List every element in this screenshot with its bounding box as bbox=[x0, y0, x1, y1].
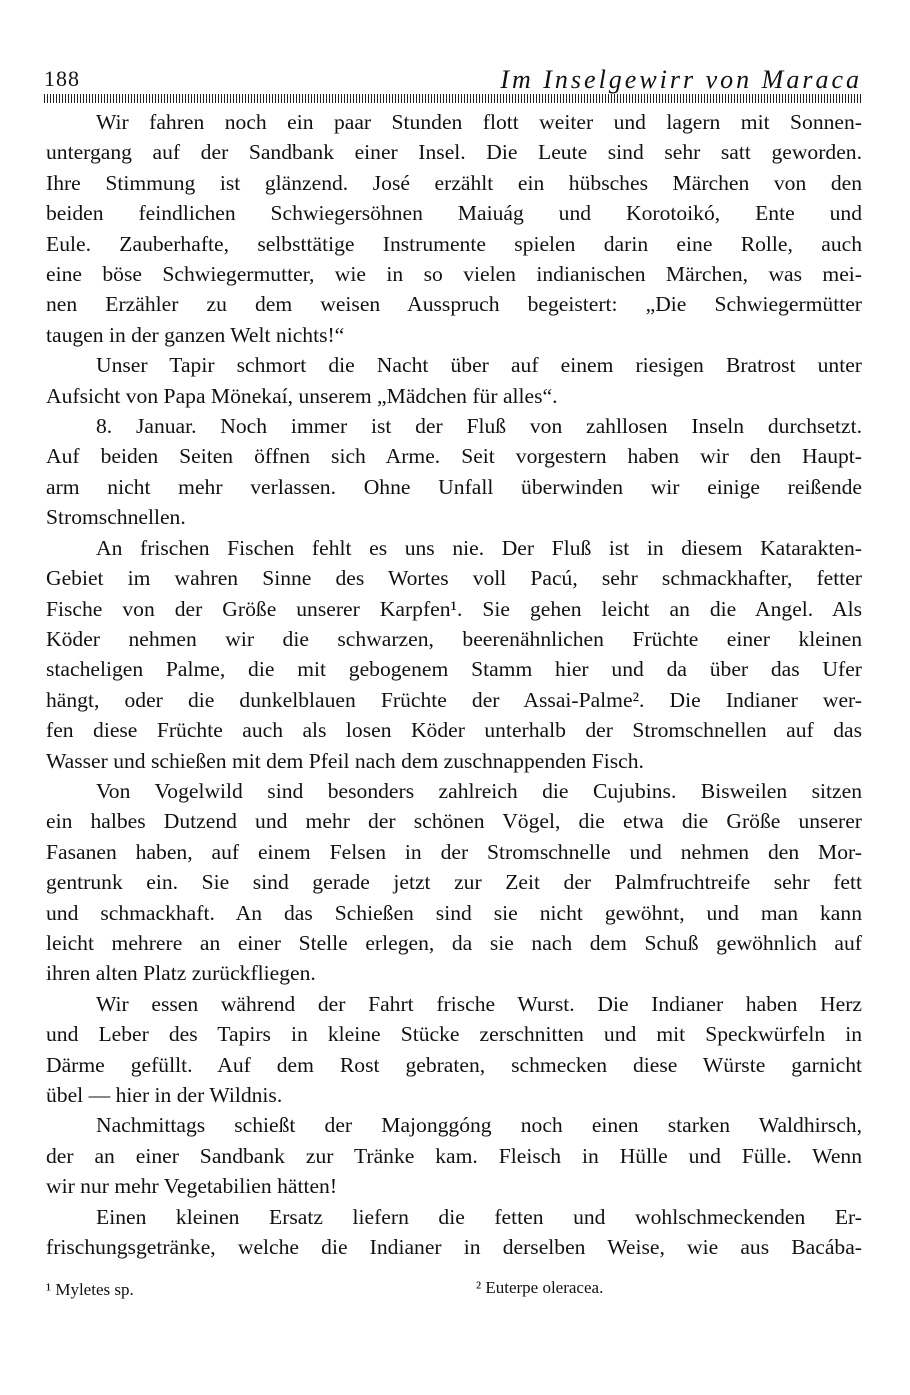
text-line: An frischen Fischen fehlt es uns nie. Der Fluß ist in diesem Katarakten- bbox=[96, 535, 862, 560]
text-line: Fasanen haben, auf einem Felsen in der Stromschnelle und nehmen den Mor- bbox=[46, 839, 862, 864]
page-number: 188 bbox=[44, 66, 80, 91]
paragraph bbox=[46, 776, 862, 989]
text-line: Stromschnellen. bbox=[46, 505, 186, 530]
text-line: frischungsgetränke, welche die Indianer in derselben Weise, wie aus Bacába- bbox=[46, 1235, 862, 1260]
text-line: Gebiet im wahren Sinne des Wortes voll Pacú, sehr schmackhafter, fetter bbox=[46, 566, 862, 591]
text-line: Aufsicht von Papa Mönekaí, unserem „Mädchen für alles“. bbox=[46, 383, 558, 408]
paragraph bbox=[46, 1202, 862, 1263]
text-line: Fische von der Größe unserer Karpfen¹. Sie gehen leicht an die Angel. Als bbox=[46, 596, 862, 621]
paragraph bbox=[46, 989, 862, 1111]
text-line: hängt, oder die dunkelblauen Früchte der Assai-Palme². Die Indianer wer- bbox=[46, 687, 862, 712]
footnote-2: ² Euterpe oleracea. bbox=[476, 1278, 604, 1297]
text-line: ihren alten Platz zurückfliegen. bbox=[46, 961, 316, 986]
text-line: Nachmittags schießt der Majonggóng noch einen starken Waldhirsch, bbox=[96, 1113, 862, 1138]
text-line: Köder nehmen wir die schwarzen, beerenähnlichen Früchte einer kleinen bbox=[46, 626, 862, 651]
text-line: eine böse Schwiegermutter, wie in so vielen indianischen Märchen, was mei- bbox=[46, 262, 862, 287]
paragraph bbox=[46, 350, 862, 411]
text-line: Unser Tapir schmort die Nacht über auf einem riesigen Bratrost unter bbox=[96, 353, 862, 378]
text-line: übel — hier in der Wildnis. bbox=[46, 1083, 283, 1107]
paragraph bbox=[46, 1110, 862, 1201]
text-line: Eule. Zauberhafte, selbsttätige Instrumente spielen darin eine Rolle, auch bbox=[46, 231, 862, 256]
text-line: stacheligen Palme, die mit gebogenem Stamm hier und da über das Ufer bbox=[46, 657, 862, 682]
text-line: arm nicht mehr verlassen. Ohne Unfall überwinden wir einige reißende bbox=[46, 474, 862, 499]
text-line: Wir fahren noch ein paar Stunden flott weiter und lagern mit Sonnen- bbox=[96, 110, 862, 134]
body-text bbox=[46, 107, 862, 1262]
header-rule bbox=[44, 94, 862, 103]
text-line: und schmackhaft. An das Schießen sind sie nicht gewöhnt, und man kann bbox=[46, 900, 862, 925]
text-line: der an einer Sandbank zur Tränke kam. Fleisch in Hülle und Fülle. Wenn bbox=[46, 1143, 862, 1168]
text-line: nen Erzähler zu dem weisen Ausspruch begeistert: „Die Schwiegermütter bbox=[46, 292, 862, 317]
paragraph bbox=[46, 107, 862, 350]
text-line: Von Vogelwild sind besonders zahlreich die Cujubins. Bisweilen sitzen bbox=[96, 778, 862, 803]
text-line: leicht mehrere an einer Stelle erlegen, da sie nach dem Schuß gewöhnlich auf bbox=[46, 930, 862, 955]
text-line: Wasser und schießen mit dem Pfeil nach dem zuschnappenden Fisch. bbox=[46, 748, 644, 773]
text-line: fen diese Früchte auch als losen Köder unterhalb der Stromschnellen auf das bbox=[46, 718, 862, 743]
text-line: und Leber des Tapirs in kleine Stücke zerschnitten und mit Speckwürfeln in bbox=[46, 1022, 862, 1047]
text-line: ein halbes Dutzend und mehr der schönen Vögel, die etwa die Größe unserer bbox=[46, 809, 862, 834]
paragraph bbox=[46, 533, 862, 776]
text-line: 8. Januar. Noch immer ist der Fluß von zahllosen Inseln durchsetzt. bbox=[96, 414, 862, 439]
text-line: wir nur mehr Vegetabilien hätten! bbox=[46, 1174, 338, 1199]
text-line: Einen kleinen Ersatz liefern die fetten und wohlschmeckenden Er- bbox=[96, 1204, 862, 1229]
text-line: beiden feindlichen Schwiegersöhnen Maiuág und Korotoikó, Ente und bbox=[46, 201, 862, 226]
text-line: Auf beiden Seiten öffnen sich Arme. Seit vorgestern haben wir den Haupt- bbox=[46, 444, 862, 469]
text-line: Wir essen während der Fahrt frische Wurst. Die Indianer haben Herz bbox=[96, 991, 862, 1016]
paragraph bbox=[46, 411, 862, 533]
text-line: Ihre Stimmung ist glänzend. José erzählt ein hübsches Märchen von den bbox=[46, 170, 862, 195]
text-line: untergang auf der Sandbank einer Insel. Die Leute sind sehr satt geworden. bbox=[46, 140, 862, 165]
text-line: taugen in der ganzen Welt nichts!“ bbox=[46, 322, 345, 347]
page-header bbox=[44, 66, 862, 92]
text-line: gentrunk ein. Sie sind gerade jetzt zur Zeit der Palmfruchtreife sehr fett bbox=[46, 870, 862, 895]
text-line: Därme gefüllt. Auf dem Rost gebraten, schmecken diese Würste garnicht bbox=[46, 1052, 862, 1077]
footnote-1: ¹ Myletes sp. bbox=[46, 1280, 134, 1299]
running-title: Im Inselgewirr von Maraca bbox=[500, 65, 862, 94]
